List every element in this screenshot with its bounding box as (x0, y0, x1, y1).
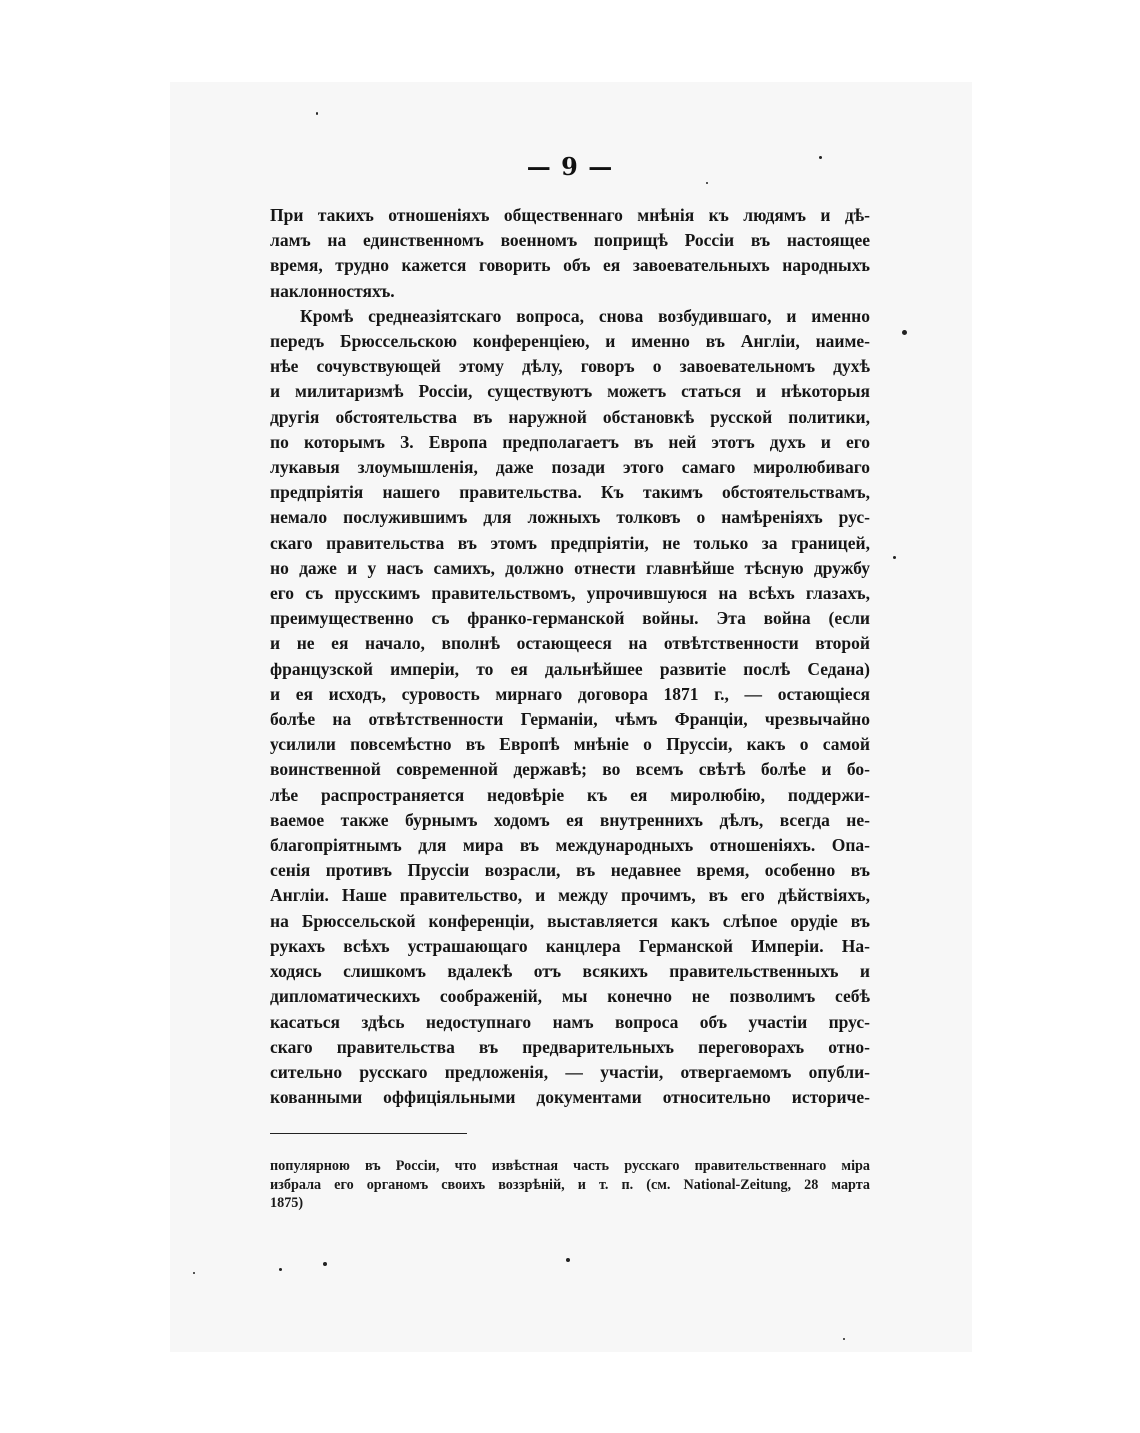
text-line: скаго правительства въ предварительныхъ переговорахъ отно- (270, 1036, 870, 1057)
text-line: ваемое также бурнымъ ходомъ ея внутреннихъ дѣлъ, всегда не- (270, 809, 870, 830)
body-text (270, 203, 870, 1110)
text-line: воинственной современной державѣ; во всемъ свѣтѣ болѣе и бо- (270, 759, 870, 780)
text-line: ходясь слишкомъ вдалекѣ отъ всякихъ правительственныхъ и (270, 961, 870, 982)
text-line: нѣе сочувствующей этому дѣлу, говоръ о завоевательномъ духѣ (270, 356, 870, 377)
footnote-line: популярною въ Россіи, что извѣстная часть русскаго правительственнаго міра (270, 1158, 870, 1174)
scan-speck (323, 1262, 327, 1266)
text-line: благопріятнымъ для мира въ международныхъ отношеніяхъ. Опа- (270, 835, 870, 856)
text-line: усилили повсемѣстно въ Европѣ мнѣніе о Пруссіи, какъ о самой (270, 734, 870, 755)
footnote-line: 1875) (270, 1195, 304, 1211)
text-line: сенія противъ Пруссіи возрасли, въ недавнее время, особенно въ (270, 860, 870, 881)
text-line: болѣе на отвѣтственности Германіи, чѣмъ Франціи, чрезвычайно (270, 709, 870, 730)
scan-speck (279, 1268, 282, 1271)
scan-speck (902, 330, 907, 335)
footnote-line: избрала его органомъ своихъ воззрѣній, и т. п. (см. National-Zeitung, 28 марта (270, 1176, 870, 1193)
text-line: и милитаризмѣ Россіи, существуютъ можетъ статься и нѣкоторыя (270, 381, 870, 402)
text-line: и ея исходъ, суровость мирнаго договора 1871 г., — остающіеся (270, 683, 870, 704)
text-line: Кромѣ среднеазіятскаго вопроса, снова возбудившаго, и именно (300, 305, 870, 326)
footnote-separator (270, 1133, 467, 1134)
text-line: дипломатическихъ соображеній, мы конечно не позволимъ себѣ (270, 986, 870, 1007)
text-line: французской имперіи, то ея дальнѣйшее развитіе послѣ Седана) (270, 658, 870, 679)
text-line: предпріятія нашего правительства. Къ такимъ обстоятельствамъ, (270, 482, 870, 503)
scan-speck (706, 182, 708, 184)
scan-speck (193, 1272, 195, 1274)
text-line: и не ея начало, вполнѣ остающееся на отвѣтственности второй (270, 633, 870, 654)
text-line: время, трудно кажется говорить объ ея завоевательныхъ народныхъ (270, 255, 870, 276)
text-line: ламъ на единственномъ военномъ поприщѣ Россіи въ настоящее (270, 230, 870, 251)
scan-speck (566, 1258, 570, 1262)
text-line: другія обстоятельства въ наружной обстановкѣ русской политики, (270, 406, 870, 427)
scan-speck (843, 1338, 845, 1340)
text-line: скаго правительства въ этомъ предпріятіи, не только за границей, (270, 532, 870, 553)
scan-speck (893, 556, 896, 559)
text-line: кованными оффиціяльными документами относительно историче- (270, 1087, 870, 1108)
text-line: При такихъ отношеніяхъ общественнаго мнѣнія къ людямъ и дѣ- (270, 205, 870, 225)
text-line: лукавыя злоумышленія, даже позади этого самаго миролюбиваго (270, 457, 870, 478)
text-line: наклонностяхъ. (270, 280, 395, 301)
text-line: его съ прусскимъ правительствомъ, упрочившуюся на всѣхъ глазахъ, (270, 583, 870, 604)
text-line: немало послужившимъ для ложныхъ толковъ о намѣреніяхъ рус- (270, 507, 870, 528)
scan-speck (819, 156, 822, 159)
scan-speck (316, 112, 318, 115)
footnote (270, 1157, 870, 1213)
text-line: сительно русскаго предложенія, — участіи, отвергаемомъ опубли- (270, 1061, 870, 1082)
text-line: преимущественно съ франко-германской войны. Эта война (если (270, 608, 870, 629)
text-line: Англіи. Наше правительство, и между прочимъ, въ его дѣйствіяхъ, (270, 885, 870, 906)
text-line: касаться здѣсь недоступнаго намъ вопроса объ участіи прус- (270, 1011, 870, 1032)
text-line: на Брюссельской конференціи, выставляется какъ слѣпое орудіе въ (270, 910, 870, 931)
text-line: рукахъ всѣхъ устрашающаго канцлера Германской Имперіи. На- (270, 935, 870, 956)
page-number: — 9 — (526, 152, 614, 181)
text-line: передъ Брюссельскою конференціею, и именно въ Англіи, наиме- (270, 331, 870, 352)
text-line: но даже и у насъ самихъ, должно отнести главнѣйше тѣсную дружбу (270, 557, 870, 578)
text-line: по которымъ З. Европа предполагаетъ въ ней этотъ духъ и его (270, 431, 870, 452)
text-line: лѣе распространяется недовѣріе къ ея миролюбію, поддержи- (270, 784, 870, 805)
